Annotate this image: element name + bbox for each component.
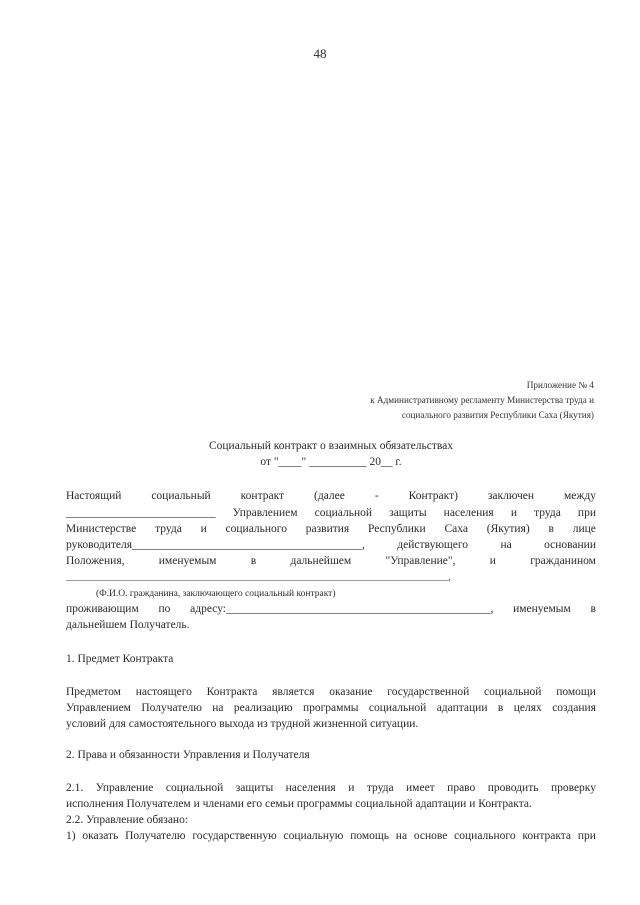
word: и [510,507,517,519]
word: в [548,523,554,535]
word: "Управление", [385,555,456,567]
section-2-sub: 2.2. Управление обязано: [66,814,189,826]
word: - [374,490,379,502]
intro-line-7 [66,601,596,617]
intro-line-8: дальнейшем Получатель. [66,619,190,631]
section-1-line-1 [66,684,596,700]
word: гражданином [530,555,596,567]
word: именуемым [158,555,217,567]
word: труда [155,523,182,535]
word: основании [544,539,596,551]
word: на [395,830,408,842]
word: по [158,603,171,615]
section-1-line-2 [66,700,596,716]
word: социальную [283,830,344,842]
word: Контракта [206,686,258,698]
word: оказание [329,686,373,698]
word: Саха [444,523,468,535]
word: и [200,523,207,535]
intro-line-4 [66,537,596,553]
word: лице [572,523,596,535]
word: социальной [484,686,542,698]
appendix-line-1: Приложение № 4 [526,380,594,390]
word: помощь [350,830,389,842]
word: адаптации [436,702,488,714]
word: Предметом [66,686,121,698]
word: Министерстве [66,523,137,535]
contract-title: Социальный контракт о взаимных обязательствах [208,440,454,452]
word: Управлением [232,507,298,519]
section-2-heading: 2. Права и обязанности Управления и Получателя [66,749,310,761]
word: социальной [314,507,373,519]
word: защиты [389,507,427,519]
word: проводить [487,782,539,794]
intro-line-3 [66,521,596,537]
fio-caption: (Ф.И.О. гражданина, заключающего социальный контракт) [96,589,336,599]
word: 2.1. [66,782,84,794]
page-number: 48 [313,46,327,61]
word: социальный [151,490,211,502]
section-1-line-3: условий для самостоятельного выхода из трудной жизненной ситуации. [66,718,419,730]
word: Управлением [66,702,131,714]
word: является [272,686,315,698]
word: населения [443,507,494,519]
word: Управление [95,782,154,794]
word: в [250,555,257,567]
word: Настоящий [66,490,122,502]
word: Республики [367,523,426,535]
word: при [577,830,596,842]
contract-date: от "____" __________ 20__ г. [260,456,402,468]
word: адресу:______________________________________________, [190,603,494,615]
word: в [497,702,504,714]
word: развития [305,523,350,535]
word: Контракт) [408,490,458,502]
appendix-line-3: социального развития Республики Саха (Якутия) [401,410,594,420]
word: 1) [66,830,76,842]
word: социального [454,830,516,842]
word: действующего [397,539,469,551]
word: труда [366,782,394,794]
word: имеет [406,782,435,794]
word: между [564,490,596,502]
word: __________________________ [66,507,216,519]
word: проверку [550,782,596,794]
word: Положения, [66,555,125,567]
word: (Якутия) [486,523,530,535]
word: Получателю [141,702,202,714]
word: при [577,507,596,519]
word: дальнейшем [290,555,352,567]
word: социальной [368,702,427,714]
word: настоящего [135,686,192,698]
section-1-heading: 1. Предмет Контракта [66,653,174,665]
word: руководителя________________________________________, [66,539,365,551]
word: Получателю [125,830,186,842]
word: целях [513,702,542,714]
word: социального [225,523,287,535]
word: оказать [82,830,119,842]
word: программы [302,702,359,714]
word: именуемым [513,603,571,615]
word: создания [552,702,596,714]
word: государственной [387,686,470,698]
word: и [348,782,355,794]
word: контракта [522,830,572,842]
appendix-note [370,378,594,423]
section-2-line-3 [66,828,596,844]
appendix-line-2: к Административному регламенту Министерства труда и [370,395,594,405]
intro-line-2 [66,505,596,521]
intro-line-6: _____________________________________________________________________________________, [66,572,451,582]
word: защиты [235,782,274,794]
section-2-line-2: исполнения Получателем и членами его семьи программы социальной адаптации и Контракта. [66,798,532,810]
word: населения [285,782,336,794]
word: основе [413,830,448,842]
word: реализацию [233,702,293,714]
intro-line-5 [66,553,596,569]
word: заключен [487,490,535,502]
word: государственную [192,830,277,842]
word: на [500,539,512,551]
word: труда [534,507,561,519]
word: социальной [165,782,224,794]
word: контракт [240,490,285,502]
word: (далее [314,490,345,502]
word: в [590,603,596,615]
word: право [447,782,476,794]
intro-line-1 [66,488,596,504]
word: проживающим [66,603,139,615]
word: и [489,555,496,567]
word: на [212,702,224,714]
word: помощи [556,686,596,698]
section-2-line-1 [66,780,596,796]
